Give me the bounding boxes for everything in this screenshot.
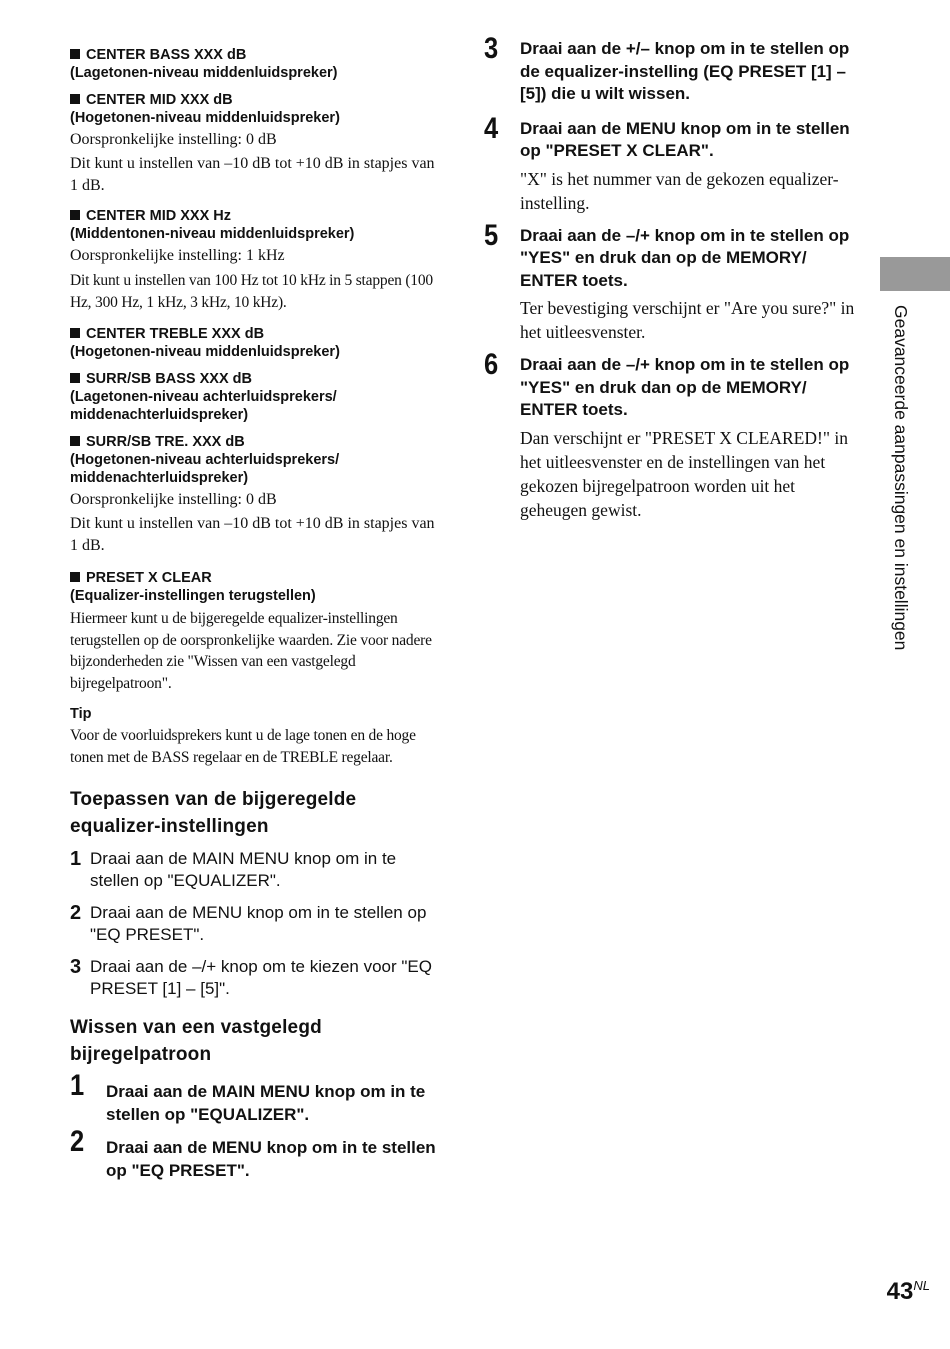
step-item [70,1125,445,1182]
tip-text: Voor de voorluidsprekers kunt u de lage tonen en de hoge tonen met de BASS regelaar en de TREBLE regelaar. [70,727,416,766]
setting-item [70,91,445,197]
step-item [484,111,864,215]
step-item [70,1069,445,1126]
step-instruction: Draai aan de –/+ knop om in te stellen op "YES" en druk dan op de MEMORY/ ENTER toets. [520,225,850,290]
step-item [484,32,864,106]
step-number: 5 [484,218,499,252]
right-column [484,32,864,522]
step-number: 3 [70,956,82,978]
range-text: Dit kunt u instellen van –10 dB tot +10 dB in stapjes van 1 dB. [70,515,435,554]
setting-heading: CENTER BASS XXX dB (Lagetonen-niveau middenluidspreker) [70,47,338,81]
step-number: 6 [484,348,499,381]
default-setting-text: Oorspronkelijke instelling: 1 kHz [70,247,285,264]
step-item [484,348,864,522]
setting-heading: SURR/SB TRE. XXX dB (Hogetonen-niveau achterluidsprekers/ middenachterluidspreker) [70,434,340,486]
page-number: $43^{NL}$ [886,1278,930,1305]
step-number: 3 [484,32,499,65]
setting-item [70,569,445,694]
range-text: Dit kunt u instellen van –10 dB tot +10 dB in stapjes van 1 dB. [70,155,435,194]
step-explanation: Dan verschijnt er "PRESET X CLEARED!" in het uitleesvenster en de instellingen van het gekozen bijregelpatroon worden uit het geheugen gewist. [520,427,848,520]
step-item [484,218,864,345]
default-setting-text: Oorspronkelijke instelling: 0 dB [70,131,277,148]
step-instruction: Draai aan de –/+ knop om in te stellen op "YES" en druk dan op de MEMORY/ ENTER toets. [520,355,850,419]
step-explanation: Ter bevestiging verschijnt er "Are you sure?" in het uitleesvenster. [520,298,855,342]
square-bullet-icon [70,373,80,383]
setting-heading: CENTER MID XXX dB (Hogetonen-niveau middenluidspreker) [70,92,340,126]
description-text: Hiermeer kunt u de bijgeregelde equalizer-instellingen terugstellen op de oorspronkelijke waarden. Zie voor nadere bijzonderheden zie "Wissen van een vastgelegd bijregelpatroon". [70,610,432,692]
setting-item [70,207,445,313]
default-setting-text: Oorspronkelijke instelling: 0 dB [70,491,277,508]
step-number: 2 [70,1125,85,1158]
step-explanation: "X" is het nummer van de gekozen equalizer-instelling. [520,168,839,213]
left-column [70,46,445,1182]
range-text: Dit kunt u instellen van 100 Hz tot 10 kHz in 5 stappen (100 Hz, 300 Hz, 1 kHz, 3 kHz, 10 kHz). [70,272,433,311]
step-text: Draai aan de MENU knop om in te stellen op "EQ PRESET". [106,1138,436,1180]
setting-heading: SURR/SB BASS XXX dB (Lagetonen-niveau achterluidsprekers/ middenachterluidspreker) [70,371,337,423]
tip-heading: Tip [70,706,92,722]
setting-item [70,433,445,557]
step-item [70,956,445,1000]
setting-item [70,46,445,82]
setting-heading: CENTER MID XXX Hz (Middentonen-niveau middenluidspreker) [70,208,355,242]
step-text: Draai aan de MAIN MENU knop om in te stellen op "EQUALIZER". [90,849,397,890]
section-title: Toepassen van de bijgeregelde equalizer-instellingen [70,789,357,837]
square-bullet-icon [70,572,80,582]
step-number: 1 [70,1069,85,1102]
step-text: Draai aan de MENU knop om in te stellen op "EQ PRESET". [90,903,427,944]
language-suffix: NL [913,1278,930,1293]
section-title: Wissen van een vastgelegd bijregelpatroon [70,1017,322,1065]
square-bullet-icon [70,436,80,446]
step-text: Draai aan de –/+ knop om te kiezen voor "EQ PRESET [1] – [5]". [90,957,432,998]
step-number: 2 [70,902,82,924]
setting-heading: CENTER TREBLE XXX dB (Hogetonen-niveau middenluidspreker) [70,326,340,360]
side-tab-title: Geavanceerde aanpassingen en instellingen [891,305,911,651]
section-tab-marker [880,257,950,291]
setting-item [70,325,445,361]
setting-item [70,370,445,424]
step-item [70,848,445,892]
step-text: Draai aan de MAIN MENU knop om in te stellen op "EQUALIZER". [106,1082,426,1124]
step-number: 4 [484,111,499,145]
square-bullet-icon [70,49,80,59]
square-bullet-icon [70,94,80,104]
step-item [70,902,445,946]
square-bullet-icon [70,210,80,220]
step-instruction: Draai aan de +/– knop om in te stellen op de equalizer-instelling (EQ PRESET [1] – [5]) die u wilt wissen. [520,39,850,103]
square-bullet-icon [70,328,80,338]
step-number: 1 [70,848,82,870]
setting-heading: PRESET X CLEAR (Equalizer-instellingen terugstellen) [70,570,316,604]
step-instruction: Draai aan de MENU knop om in te stellen op "PRESET X CLEAR". [520,118,850,160]
